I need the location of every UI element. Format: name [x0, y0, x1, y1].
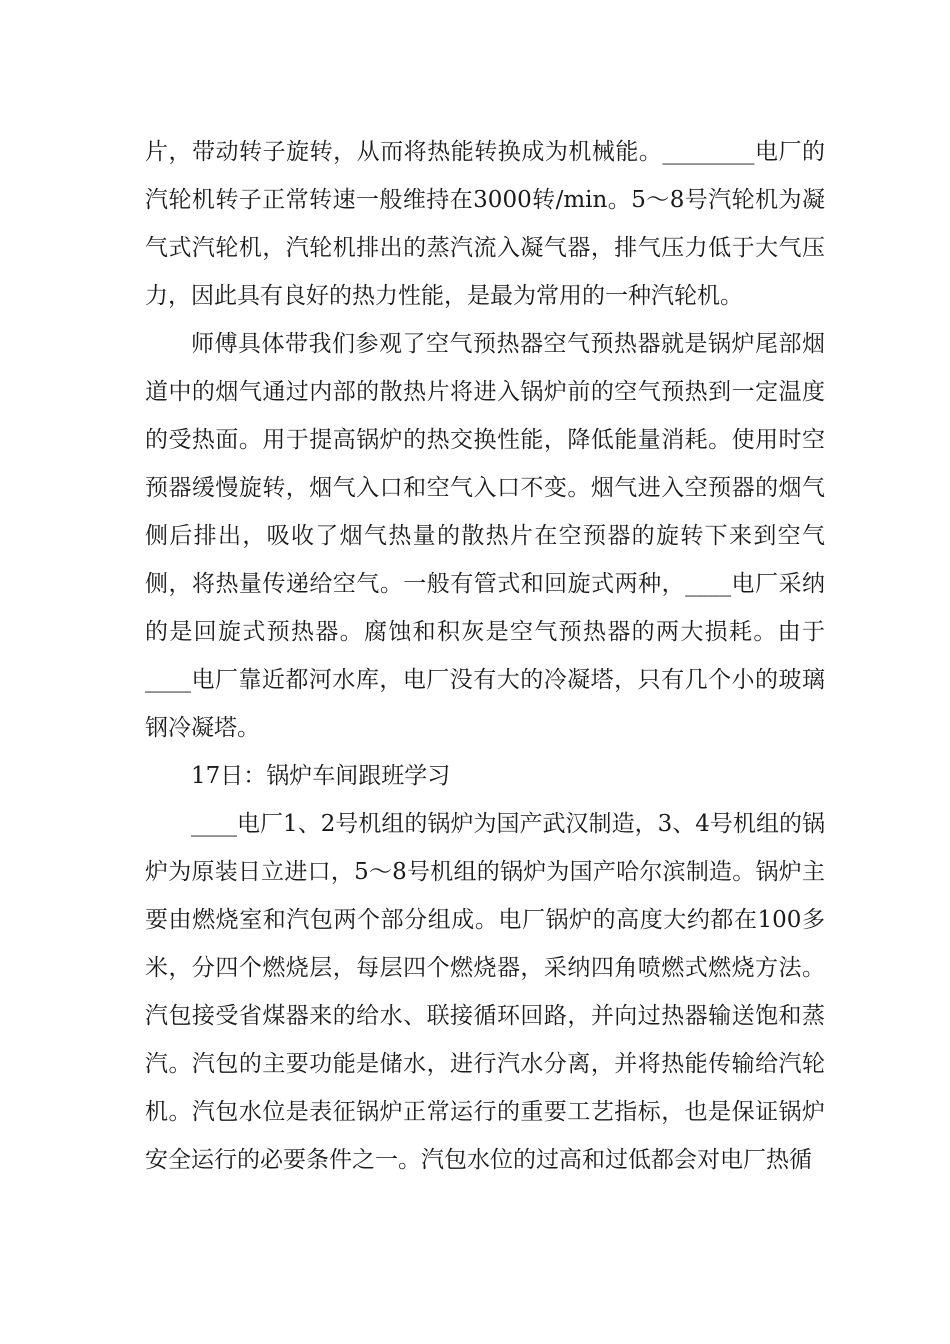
- paragraph-air-preheater: 师傅具体带我们参观了空气预热器空气预热器就是锅炉尾部烟道中的烟气通过内部的散热片将进入锅炉前的空气预热到一定温度的受热面。用于提高锅炉的热交换性能，降低能量消耗。使用时空预器缓慢旋转，烟气入口和空气入口不变。烟气进入空预器的烟气侧后排出，吸收了烟气热量的散热片在空预器的旋转下来到空气侧，将热量传递给空气。一般有管式和回旋式两种，____电厂采纳的是回旋式预热器。腐蚀和积灰是空气预热器的两大损耗。由于____电厂靠近都河水库，电厂没有大的冷凝塔，只有几个小的玻璃钢冷凝塔。: [145, 331, 825, 741]
- paragraph-boiler: ____电厂1、2号机组的锅炉为国产武汉制造，3、4号机组的锅炉为原装日立进口，5～8号机组的锅炉为国产哈尔滨制造。锅炉主要由燃烧室和汽包两个部分组成。电厂锅炉的高度大约都在100多米，分四个燃烧层，每层四个燃烧器，采纳四角喷燃式燃烧方法。汽包接受省煤器来的给水、联接循环回路，并向过热器输送饱和蒸汽。汽包的主要功能是储水，进行汽水分离，并将热能传输给汽轮机。汽包水位是表征锅炉正常运行的重要工艺指标，也是保证锅炉安全运行的必要条件之一。汽包水位的过高和过低都会对电厂热循: [145, 811, 825, 1173]
- section-heading-day17: 17日：锅炉车间跟班学习: [191, 763, 451, 789]
- document-body: [145, 128, 825, 1184]
- paragraph-turbine-continued: 片，带动转子旋转，从而将热能转换成为机械能。________电厂的汽轮机转子正常转速一般维持在3000转/min。5～8号汽轮机为凝气式汽轮机，汽轮机排出的蒸汽流入凝气器，排气压力低于大气压力，因此具有良好的热力性能，是最为常用的一种汽轮机。: [145, 139, 825, 309]
